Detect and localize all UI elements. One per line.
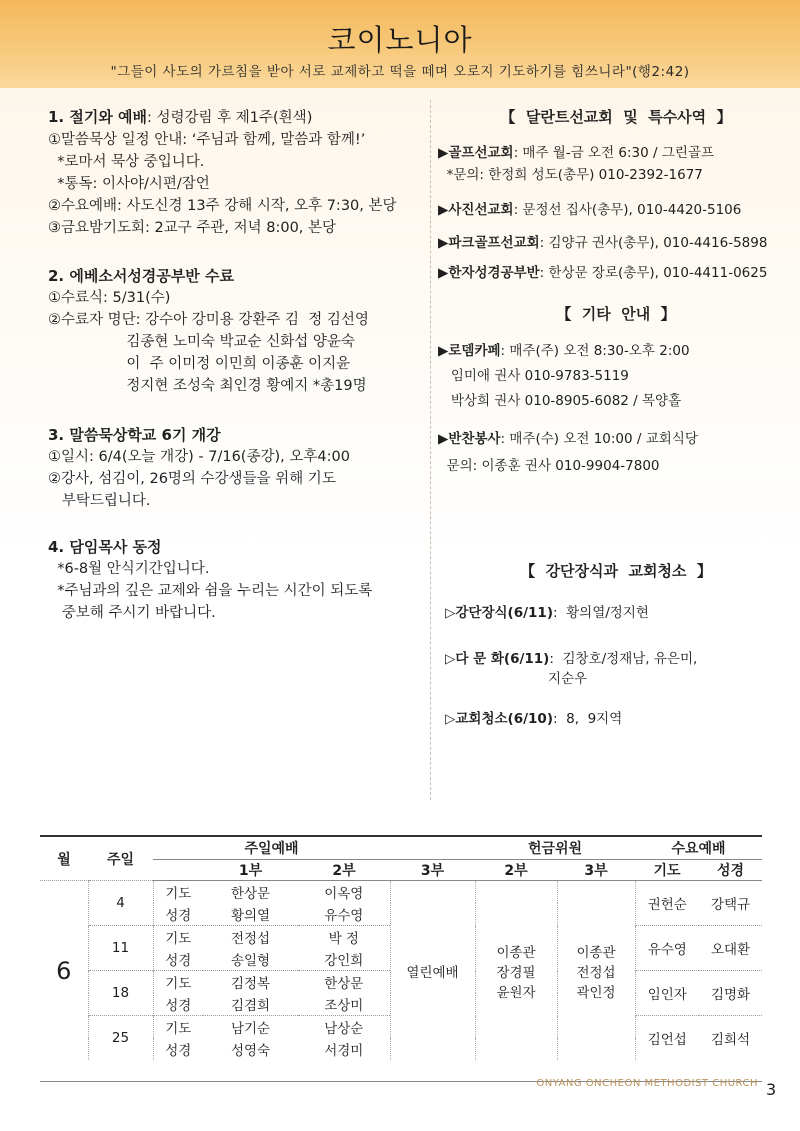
ministry-text: : 한상문 장로(총무), 010-4411-0625	[539, 265, 768, 281]
page-title: 코이노니아	[327, 23, 473, 57]
duty-text: : 김창호/정재남, 유은미,	[549, 651, 698, 667]
info-label: ▶반찬봉사	[438, 431, 501, 447]
service-schedule-table	[40, 835, 762, 1060]
section-title: 2. 에베소서성경공부반 수료	[48, 267, 234, 285]
info-label: ▶로뎀카페	[438, 343, 501, 359]
side-dish-info	[438, 428, 698, 450]
role-cell: 기도	[153, 971, 203, 994]
ministry-golf-contact	[438, 164, 703, 186]
section-title: 4. 담임목사 동정	[48, 538, 162, 556]
ministry-photo	[438, 199, 741, 221]
header-sunday-service: 주일예배	[153, 836, 390, 860]
wed-prayer-cell: 권헌순	[635, 881, 699, 926]
wed-prayer-cell: 임인자	[635, 971, 699, 1016]
side-dish-contact	[438, 455, 660, 477]
table-row	[40, 881, 762, 904]
header-month: 월	[40, 836, 88, 881]
multicultural-cont	[445, 668, 587, 690]
offering-name: 이종관	[576, 944, 616, 961]
cafe-contact-2	[438, 390, 681, 412]
section-title: 3. 말씀묵상학교 6기 개강	[48, 426, 221, 444]
header-offering: 헌금위원	[475, 836, 635, 860]
wed-scripture-cell: 김명화	[699, 971, 762, 1016]
duty-label: ▷다 문 화(6/11)	[445, 651, 550, 667]
month-cell: 6	[40, 881, 88, 1061]
text-line: *6-8월 안식기간입니다.	[48, 561, 210, 577]
section-pastor-news	[48, 536, 372, 624]
week-cell: 4	[88, 881, 153, 926]
church-cleaning	[445, 708, 622, 730]
wed-prayer-cell: 유수영	[635, 926, 699, 971]
header-scripture: 성경	[699, 860, 762, 881]
name-cell: 전정섭	[203, 926, 298, 949]
role-cell: 성경	[153, 993, 203, 1016]
text-line: *주님과의 깊은 교제와 쉼을 누리는 시간이 되도록	[48, 583, 373, 599]
multicultural	[445, 648, 697, 670]
week-cell: 18	[88, 971, 153, 1016]
text-line: *로마서 묵상 중입니다.	[48, 154, 205, 170]
week-cell: 11	[88, 926, 153, 971]
name-cell: 박 정	[298, 926, 390, 949]
name-cell: 김정복	[203, 971, 298, 994]
text-line: 중보해 주시기 바랍니다.	[48, 605, 216, 621]
page-number: 3	[766, 1080, 777, 1099]
section-title: 1. 절기와 예배	[48, 108, 148, 126]
section-meditation-school	[48, 424, 350, 512]
altar-cleaning-heading: 【 강단장식과 교회청소 】	[520, 562, 712, 580]
wed-scripture-cell: 오대환	[699, 926, 762, 971]
role-cell: 기도	[153, 1016, 203, 1039]
text-line: ③금요밤기도회: 2교구 주관, 저녁 8:00, 본당	[48, 220, 337, 236]
church-name-footer: ONYANG ONCHEON METHODIST CHURCH	[536, 1078, 758, 1089]
ministry-label: ▶사진선교회	[438, 202, 514, 218]
offering-name: 곽인정	[576, 984, 616, 1001]
header-banner	[0, 0, 800, 88]
duty-text: 지순우	[445, 671, 588, 687]
text-line: 부탁드립니다.	[48, 493, 151, 509]
wed-scripture-cell: 강택규	[699, 881, 762, 926]
info-text: : 매주(수) 오전 10:00 / 교회식당	[500, 431, 698, 447]
name-cell: 조상미	[324, 998, 364, 1014]
ministry-text: *문의: 한정희 성도(총무) 010-2392-1677	[438, 167, 703, 183]
header-prayer: 기도	[635, 860, 699, 881]
text-line: *통독: 이사야/시편/잠언	[48, 176, 210, 192]
text-line: 김종현 노미숙 박교순 신화섭 양윤숙	[48, 334, 355, 350]
role-cell: 기도	[153, 926, 203, 949]
role-cell: 성경	[153, 903, 203, 926]
ministry-label: ▶파크골프선교회	[438, 235, 540, 251]
header-3rd: 3부	[390, 860, 475, 881]
week-cell: 25	[88, 1016, 153, 1061]
ministry-hanja	[438, 262, 767, 284]
name-cell: 김겸희	[230, 998, 271, 1014]
name-cell: 성영숙	[230, 1043, 271, 1059]
altar-decoration	[445, 602, 649, 624]
duty-label: ▷강단장식(6/11)	[445, 605, 553, 621]
name-cell: 남상순	[298, 1016, 390, 1039]
wed-scripture-cell: 김희석	[699, 1016, 762, 1061]
ministry-golf	[438, 142, 714, 164]
name-cell: 황의열	[230, 908, 271, 924]
text-line: 정지현 조성숙 최인경 황예지 *총19명	[48, 378, 367, 394]
ministry-label: ▶골프선교회	[438, 145, 514, 161]
cafe-contact-1	[438, 365, 629, 387]
offering-name: 전정섭	[576, 964, 616, 981]
ministry-label: ▶한자성경공부반	[438, 265, 540, 281]
section-bible-study	[48, 265, 369, 397]
name-cell: 이옥영	[298, 881, 390, 904]
ministry-text: : 문정선 집사(총무), 010-4420-5106	[513, 202, 742, 218]
role-cell: 성경	[153, 1038, 203, 1060]
role-cell: 기도	[153, 881, 203, 904]
duty-text: : 황의열/정지현	[553, 605, 649, 621]
info-text: 박상희 권사 010-8905-6082 / 목양홀	[438, 393, 682, 409]
duty-label: ▷교회청소(6/10)	[445, 711, 553, 727]
header-offering-3rd: 3부	[557, 860, 635, 881]
name-cell: 남기순	[203, 1016, 298, 1039]
header-wednesday-service: 수요예배	[635, 836, 762, 860]
name-cell: 한상문	[203, 881, 298, 904]
ministry-text: : 매주 월-금 오전 6:30 / 그린골프	[513, 145, 715, 161]
duty-text: : 8, 9지역	[553, 711, 623, 727]
name-cell: 유수영	[324, 908, 364, 924]
section-worship	[48, 106, 397, 239]
text-line: 이 주 이미정 이민희 이종훈 이지윤	[48, 356, 351, 372]
offering-name: 윤원자	[496, 984, 536, 1001]
offering-name: 이종관	[496, 944, 536, 961]
name-cell: 강인희	[324, 953, 364, 969]
text-line: ①수료식: 5/31(수)	[48, 290, 171, 306]
role-cell: 성경	[153, 948, 203, 971]
header-week: 주일	[88, 836, 153, 881]
info-text: 임미애 권사 010-9783-5119	[438, 368, 629, 384]
text-line: ②수요예배: 사도신경 13주 강해 시작, 오후 7:30, 본당	[48, 198, 397, 214]
text-line: ②강사, 섬김이, 26명의 수강생들을 위해 기도	[48, 471, 336, 487]
column-divider	[430, 100, 431, 800]
text-line: ①일시: 6/4(오늘 개강) - 7/16(종강), 오후4:00	[48, 449, 350, 465]
wed-prayer-cell: 김언섭	[635, 1016, 699, 1061]
cafe-info	[438, 340, 690, 362]
offering-name: 장경필	[496, 964, 536, 981]
section-title-rest: : 성령강림 후 제1주(흰색)	[147, 110, 313, 126]
ministry-park-golf	[438, 232, 767, 254]
ministry-text: : 김양규 권사(총무), 010-4416-5898	[539, 235, 768, 251]
text-line: ①말씀묵상 일정 안내: ‘주님과 함께, 말씀과 함께!’	[48, 132, 366, 148]
name-cell: 서경미	[324, 1043, 364, 1059]
offering-3rd-cell	[557, 881, 635, 1061]
talent-ministry-heading: 【 달란트선교회 및 특수사역 】	[500, 108, 732, 126]
name-cell: 한상문	[298, 971, 390, 994]
other-info-heading: 【 기타 안내 】	[556, 305, 676, 323]
info-text: 문의: 이종훈 권사 010-9904-7800	[438, 458, 660, 474]
name-cell: 송일형	[230, 953, 271, 969]
offering-2nd-cell	[475, 881, 557, 1061]
header-1st: 1부	[203, 860, 298, 881]
third-service-cell: 열린예배	[390, 881, 475, 1061]
header-2nd: 2부	[298, 860, 390, 881]
bible-verse: "그들이 사도의 가르침을 받아 서로 교제하고 떡을 떼며 오로지 기도하기를 힘쓰니라"(행2:42)	[110, 64, 690, 80]
header-offering-2nd: 2부	[475, 860, 557, 881]
text-line: ②수료자 명단: 강수아 강미용 강환주 김 정 김선영	[48, 312, 369, 328]
info-text: : 매주(주) 오전 8:30-오후 2:00	[500, 343, 690, 359]
